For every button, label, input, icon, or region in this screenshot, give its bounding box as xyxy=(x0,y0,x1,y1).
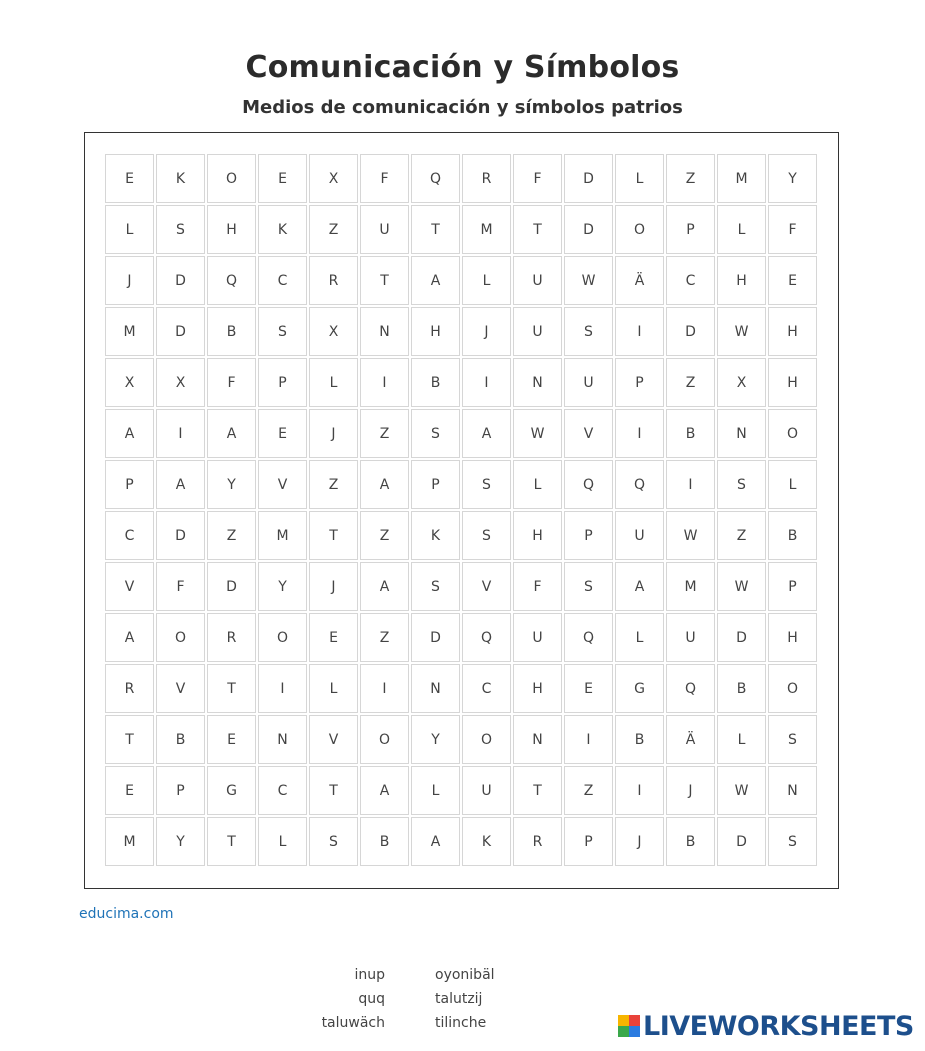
grid-cell[interactable]: Z xyxy=(207,511,256,560)
grid-cell[interactable]: U xyxy=(564,358,613,407)
grid-cell[interactable]: L xyxy=(615,613,664,662)
grid-cell[interactable]: P xyxy=(768,562,817,611)
grid-cell[interactable]: N xyxy=(513,358,562,407)
grid-cell[interactable]: I xyxy=(360,664,409,713)
grid-cell[interactable]: J xyxy=(615,817,664,866)
grid-cell[interactable]: B xyxy=(717,664,766,713)
grid-cell[interactable]: R xyxy=(513,817,562,866)
grid-cell[interactable]: D xyxy=(717,817,766,866)
grid-cell[interactable]: U xyxy=(513,256,562,305)
grid-cell[interactable]: Y xyxy=(207,460,256,509)
grid-cell[interactable]: J xyxy=(105,256,154,305)
grid-cell[interactable]: H xyxy=(768,307,817,356)
grid-cell[interactable]: V xyxy=(156,664,205,713)
grid-cell[interactable]: X xyxy=(309,307,358,356)
grid-cell[interactable]: A xyxy=(360,766,409,815)
grid-cell[interactable]: N xyxy=(513,715,562,764)
grid-cell[interactable]: A xyxy=(360,460,409,509)
grid-cell[interactable]: H xyxy=(717,256,766,305)
grid-cell[interactable]: Z xyxy=(717,511,766,560)
logo-square xyxy=(629,1015,640,1026)
grid-cell[interactable]: K xyxy=(411,511,460,560)
grid-cell[interactable]: A xyxy=(411,256,460,305)
grid-cell[interactable]: A xyxy=(105,613,154,662)
grid-cell[interactable]: T xyxy=(207,664,256,713)
grid-cell[interactable]: N xyxy=(768,766,817,815)
grid-cell[interactable]: M xyxy=(717,154,766,203)
grid-cell[interactable]: C xyxy=(258,256,307,305)
word-item: inup xyxy=(354,967,385,983)
grid-cell[interactable]: U xyxy=(615,511,664,560)
grid-cell[interactable]: O xyxy=(360,715,409,764)
grid-cell[interactable]: O xyxy=(768,664,817,713)
grid-cell[interactable]: O xyxy=(258,613,307,662)
grid-cell[interactable]: O xyxy=(768,409,817,458)
grid-cell[interactable]: C xyxy=(666,256,715,305)
grid-cell[interactable]: O xyxy=(615,205,664,254)
grid-cell[interactable]: Y xyxy=(156,817,205,866)
grid-cell[interactable]: Q xyxy=(615,460,664,509)
grid-cell[interactable]: T xyxy=(513,205,562,254)
grid-cell[interactable]: B xyxy=(768,511,817,560)
grid-cell[interactable]: I xyxy=(666,460,715,509)
grid-cell[interactable]: T xyxy=(411,205,460,254)
grid-cell[interactable]: S xyxy=(156,205,205,254)
grid-cell[interactable]: T xyxy=(360,256,409,305)
grid-cell[interactable]: U xyxy=(513,613,562,662)
grid-cell[interactable]: B xyxy=(615,715,664,764)
grid-cell[interactable]: N xyxy=(411,664,460,713)
grid-cell[interactable]: I xyxy=(360,358,409,407)
grid-cell[interactable]: V xyxy=(309,715,358,764)
grid-cell[interactable]: Z xyxy=(360,511,409,560)
grid-cell[interactable]: E xyxy=(564,664,613,713)
grid-cell[interactable]: Q xyxy=(564,613,613,662)
grid-cell[interactable]: A xyxy=(615,562,664,611)
grid-cell[interactable]: P xyxy=(615,358,664,407)
grid-cell[interactable]: H xyxy=(768,358,817,407)
grid-cell[interactable]: L xyxy=(615,154,664,203)
grid-cell[interactable]: P xyxy=(156,766,205,815)
grid-cell[interactable]: J xyxy=(666,766,715,815)
grid-cell[interactable]: S xyxy=(768,817,817,866)
grid-cell[interactable]: I xyxy=(462,358,511,407)
grid-cell[interactable]: R xyxy=(309,256,358,305)
grid-cell[interactable]: N xyxy=(717,409,766,458)
grid-cell[interactable]: G xyxy=(615,664,664,713)
grid-cell[interactable]: Z xyxy=(309,460,358,509)
grid-cell[interactable]: S xyxy=(564,307,613,356)
grid-cell[interactable]: W xyxy=(717,562,766,611)
grid-cell[interactable]: L xyxy=(717,715,766,764)
grid-cell[interactable]: Z xyxy=(666,358,715,407)
grid-cell[interactable]: T xyxy=(309,511,358,560)
logo-square xyxy=(629,1026,640,1037)
grid-cell[interactable]: B xyxy=(207,307,256,356)
grid-cell[interactable]: D xyxy=(156,256,205,305)
grid-cell[interactable]: M xyxy=(462,205,511,254)
grid-cell[interactable]: O xyxy=(156,613,205,662)
grid-cell[interactable]: R xyxy=(105,664,154,713)
grid-cell[interactable]: H xyxy=(513,511,562,560)
grid-cell[interactable]: F xyxy=(360,154,409,203)
grid-cell[interactable]: H xyxy=(768,613,817,662)
grid-cell[interactable]: S xyxy=(462,460,511,509)
grid-cell[interactable]: E xyxy=(105,766,154,815)
grid-cell[interactable]: A xyxy=(360,562,409,611)
grid-cell[interactable]: D xyxy=(564,154,613,203)
grid-cell[interactable]: P xyxy=(105,460,154,509)
grid-cell[interactable]: Z xyxy=(360,409,409,458)
grid-cell[interactable]: H xyxy=(513,664,562,713)
grid-cell[interactable]: Q xyxy=(462,613,511,662)
grid-cell[interactable]: Z xyxy=(564,766,613,815)
grid-cell[interactable]: W xyxy=(717,307,766,356)
grid-cell[interactable]: S xyxy=(411,409,460,458)
grid-cell[interactable]: D xyxy=(156,307,205,356)
word-list-right xyxy=(435,963,495,1035)
grid-cell[interactable]: B xyxy=(411,358,460,407)
grid-cell[interactable]: Q xyxy=(207,256,256,305)
grid-cell[interactable]: D xyxy=(156,511,205,560)
grid-cell[interactable]: X xyxy=(717,358,766,407)
word-search-grid xyxy=(105,154,817,866)
word-item: taluwäch xyxy=(321,1015,385,1031)
grid-cell[interactable]: V xyxy=(105,562,154,611)
grid-cell[interactable]: C xyxy=(258,766,307,815)
grid-cell[interactable]: B xyxy=(156,715,205,764)
grid-cell[interactable]: S xyxy=(564,562,613,611)
grid-cell[interactable]: G xyxy=(207,766,256,815)
page-subtitle: Medios de comunicación y símbolos patrios xyxy=(242,97,683,118)
word-list-left xyxy=(300,963,385,1035)
grid-cell[interactable]: P xyxy=(666,205,715,254)
grid-cell[interactable]: O xyxy=(462,715,511,764)
word-item: oyonibäl xyxy=(435,967,495,983)
grid-cell[interactable]: O xyxy=(207,154,256,203)
word-item: quq xyxy=(358,991,385,1007)
grid-cell[interactable]: E xyxy=(258,154,307,203)
grid-cell[interactable]: A xyxy=(411,817,460,866)
grid-cell[interactable]: P xyxy=(564,817,613,866)
grid-cell[interactable]: W xyxy=(564,256,613,305)
grid-cell[interactable]: H xyxy=(207,205,256,254)
grid-cell[interactable]: M xyxy=(258,511,307,560)
grid-cell[interactable]: M xyxy=(105,817,154,866)
grid-cell[interactable]: T xyxy=(207,817,256,866)
grid-cell[interactable]: E xyxy=(258,409,307,458)
logo-text: LIVEWORKSHEETS xyxy=(643,1010,914,1042)
grid-cell[interactable]: D xyxy=(411,613,460,662)
grid-cell[interactable]: S xyxy=(462,511,511,560)
grid-cell[interactable]: Y xyxy=(768,154,817,203)
grid-cell[interactable]: P xyxy=(564,511,613,560)
grid-cell[interactable]: C xyxy=(105,511,154,560)
grid-cell[interactable]: I xyxy=(615,409,664,458)
grid-cell[interactable]: L xyxy=(768,460,817,509)
grid-cell[interactable]: Y xyxy=(411,715,460,764)
grid-cell[interactable]: Ä xyxy=(666,715,715,764)
grid-cell[interactable]: I xyxy=(156,409,205,458)
page-title: Comunicación y Símbolos xyxy=(245,50,680,85)
grid-cell[interactable]: L xyxy=(462,256,511,305)
grid-cell[interactable]: I xyxy=(564,715,613,764)
grid-cell[interactable]: N xyxy=(258,715,307,764)
grid-cell[interactable]: J xyxy=(309,409,358,458)
grid-cell[interactable]: V xyxy=(258,460,307,509)
grid-cell[interactable]: V xyxy=(564,409,613,458)
grid-cell[interactable]: Ä xyxy=(615,256,664,305)
grid-cell[interactable]: X xyxy=(309,154,358,203)
grid-cell[interactable]: L xyxy=(258,817,307,866)
grid-cell[interactable]: F xyxy=(207,358,256,407)
grid-cell[interactable]: I xyxy=(615,766,664,815)
grid-cell[interactable]: H xyxy=(411,307,460,356)
grid-cell[interactable]: W xyxy=(666,511,715,560)
grid-cell[interactable]: M xyxy=(666,562,715,611)
grid-cell[interactable]: Z xyxy=(309,205,358,254)
grid-cell[interactable]: L xyxy=(309,664,358,713)
grid-cell[interactable]: Z xyxy=(360,613,409,662)
grid-cell[interactable]: A xyxy=(156,460,205,509)
grid-cell[interactable]: Y xyxy=(258,562,307,611)
grid-cell[interactable]: B xyxy=(666,817,715,866)
word-item: tilinche xyxy=(435,1015,487,1031)
grid-cell[interactable]: E xyxy=(768,256,817,305)
grid-cell[interactable]: W xyxy=(717,766,766,815)
liveworksheets-logo[interactable] xyxy=(618,1011,914,1041)
grid-cell[interactable]: K xyxy=(462,817,511,866)
grid-cell[interactable]: J xyxy=(309,562,358,611)
grid-cell[interactable]: I xyxy=(258,664,307,713)
grid-cell[interactable]: D xyxy=(666,307,715,356)
grid-cell[interactable]: L xyxy=(411,766,460,815)
grid-cell[interactable]: M xyxy=(105,307,154,356)
grid-cell[interactable]: X xyxy=(105,358,154,407)
grid-cell[interactable]: L xyxy=(309,358,358,407)
grid-cell[interactable]: N xyxy=(360,307,409,356)
word-item: talutzij xyxy=(435,991,483,1007)
grid-cell[interactable]: S xyxy=(309,817,358,866)
grid-cell[interactable]: D xyxy=(717,613,766,662)
grid-cell[interactable]: E xyxy=(105,154,154,203)
grid-cell[interactable]: F xyxy=(768,205,817,254)
grid-cell[interactable]: U xyxy=(666,613,715,662)
grid-cell[interactable]: W xyxy=(513,409,562,458)
grid-cell[interactable]: B xyxy=(666,409,715,458)
grid-cell[interactable]: S xyxy=(258,307,307,356)
grid-cell[interactable]: C xyxy=(462,664,511,713)
grid-cell[interactable]: T xyxy=(309,766,358,815)
grid-cell[interactable]: D xyxy=(564,205,613,254)
grid-cell[interactable]: P xyxy=(258,358,307,407)
logo-square xyxy=(618,1026,629,1037)
grid-cell[interactable]: K xyxy=(156,154,205,203)
grid-cell[interactable]: S xyxy=(717,460,766,509)
grid-cell[interactable]: V xyxy=(462,562,511,611)
grid-cell[interactable]: L xyxy=(717,205,766,254)
source-link[interactable]: educima.com xyxy=(79,906,174,922)
grid-cell[interactable]: U xyxy=(360,205,409,254)
grid-cell[interactable]: Z xyxy=(666,154,715,203)
grid-cell[interactable]: F xyxy=(513,154,562,203)
grid-cell[interactable]: F xyxy=(156,562,205,611)
grid-cell[interactable]: E xyxy=(207,715,256,764)
grid-cell[interactable]: K xyxy=(258,205,307,254)
grid-cell[interactable]: A xyxy=(207,409,256,458)
grid-cell[interactable]: A xyxy=(462,409,511,458)
grid-cell[interactable]: Q xyxy=(411,154,460,203)
grid-cell[interactable]: Q xyxy=(564,460,613,509)
logo-square xyxy=(618,1015,629,1026)
grid-cell[interactable]: S xyxy=(411,562,460,611)
grid-cell[interactable]: D xyxy=(207,562,256,611)
grid-cell[interactable]: R xyxy=(462,154,511,203)
grid-cell[interactable]: S xyxy=(768,715,817,764)
grid-cell[interactable]: I xyxy=(615,307,664,356)
grid-cell[interactable]: P xyxy=(411,460,460,509)
grid-cell[interactable]: A xyxy=(105,409,154,458)
grid-cell[interactable]: X xyxy=(156,358,205,407)
grid-cell[interactable]: T xyxy=(513,766,562,815)
liveworksheets-icon xyxy=(618,1015,640,1037)
grid-cell[interactable]: F xyxy=(513,562,562,611)
grid-cell[interactable]: U xyxy=(513,307,562,356)
grid-cell[interactable]: R xyxy=(207,613,256,662)
grid-cell[interactable]: Q xyxy=(666,664,715,713)
grid-cell[interactable]: J xyxy=(462,307,511,356)
grid-cell[interactable]: L xyxy=(513,460,562,509)
grid-cell[interactable]: E xyxy=(309,613,358,662)
grid-cell[interactable]: L xyxy=(105,205,154,254)
grid-cell[interactable]: U xyxy=(462,766,511,815)
grid-cell[interactable]: T xyxy=(105,715,154,764)
grid-cell[interactable]: B xyxy=(360,817,409,866)
